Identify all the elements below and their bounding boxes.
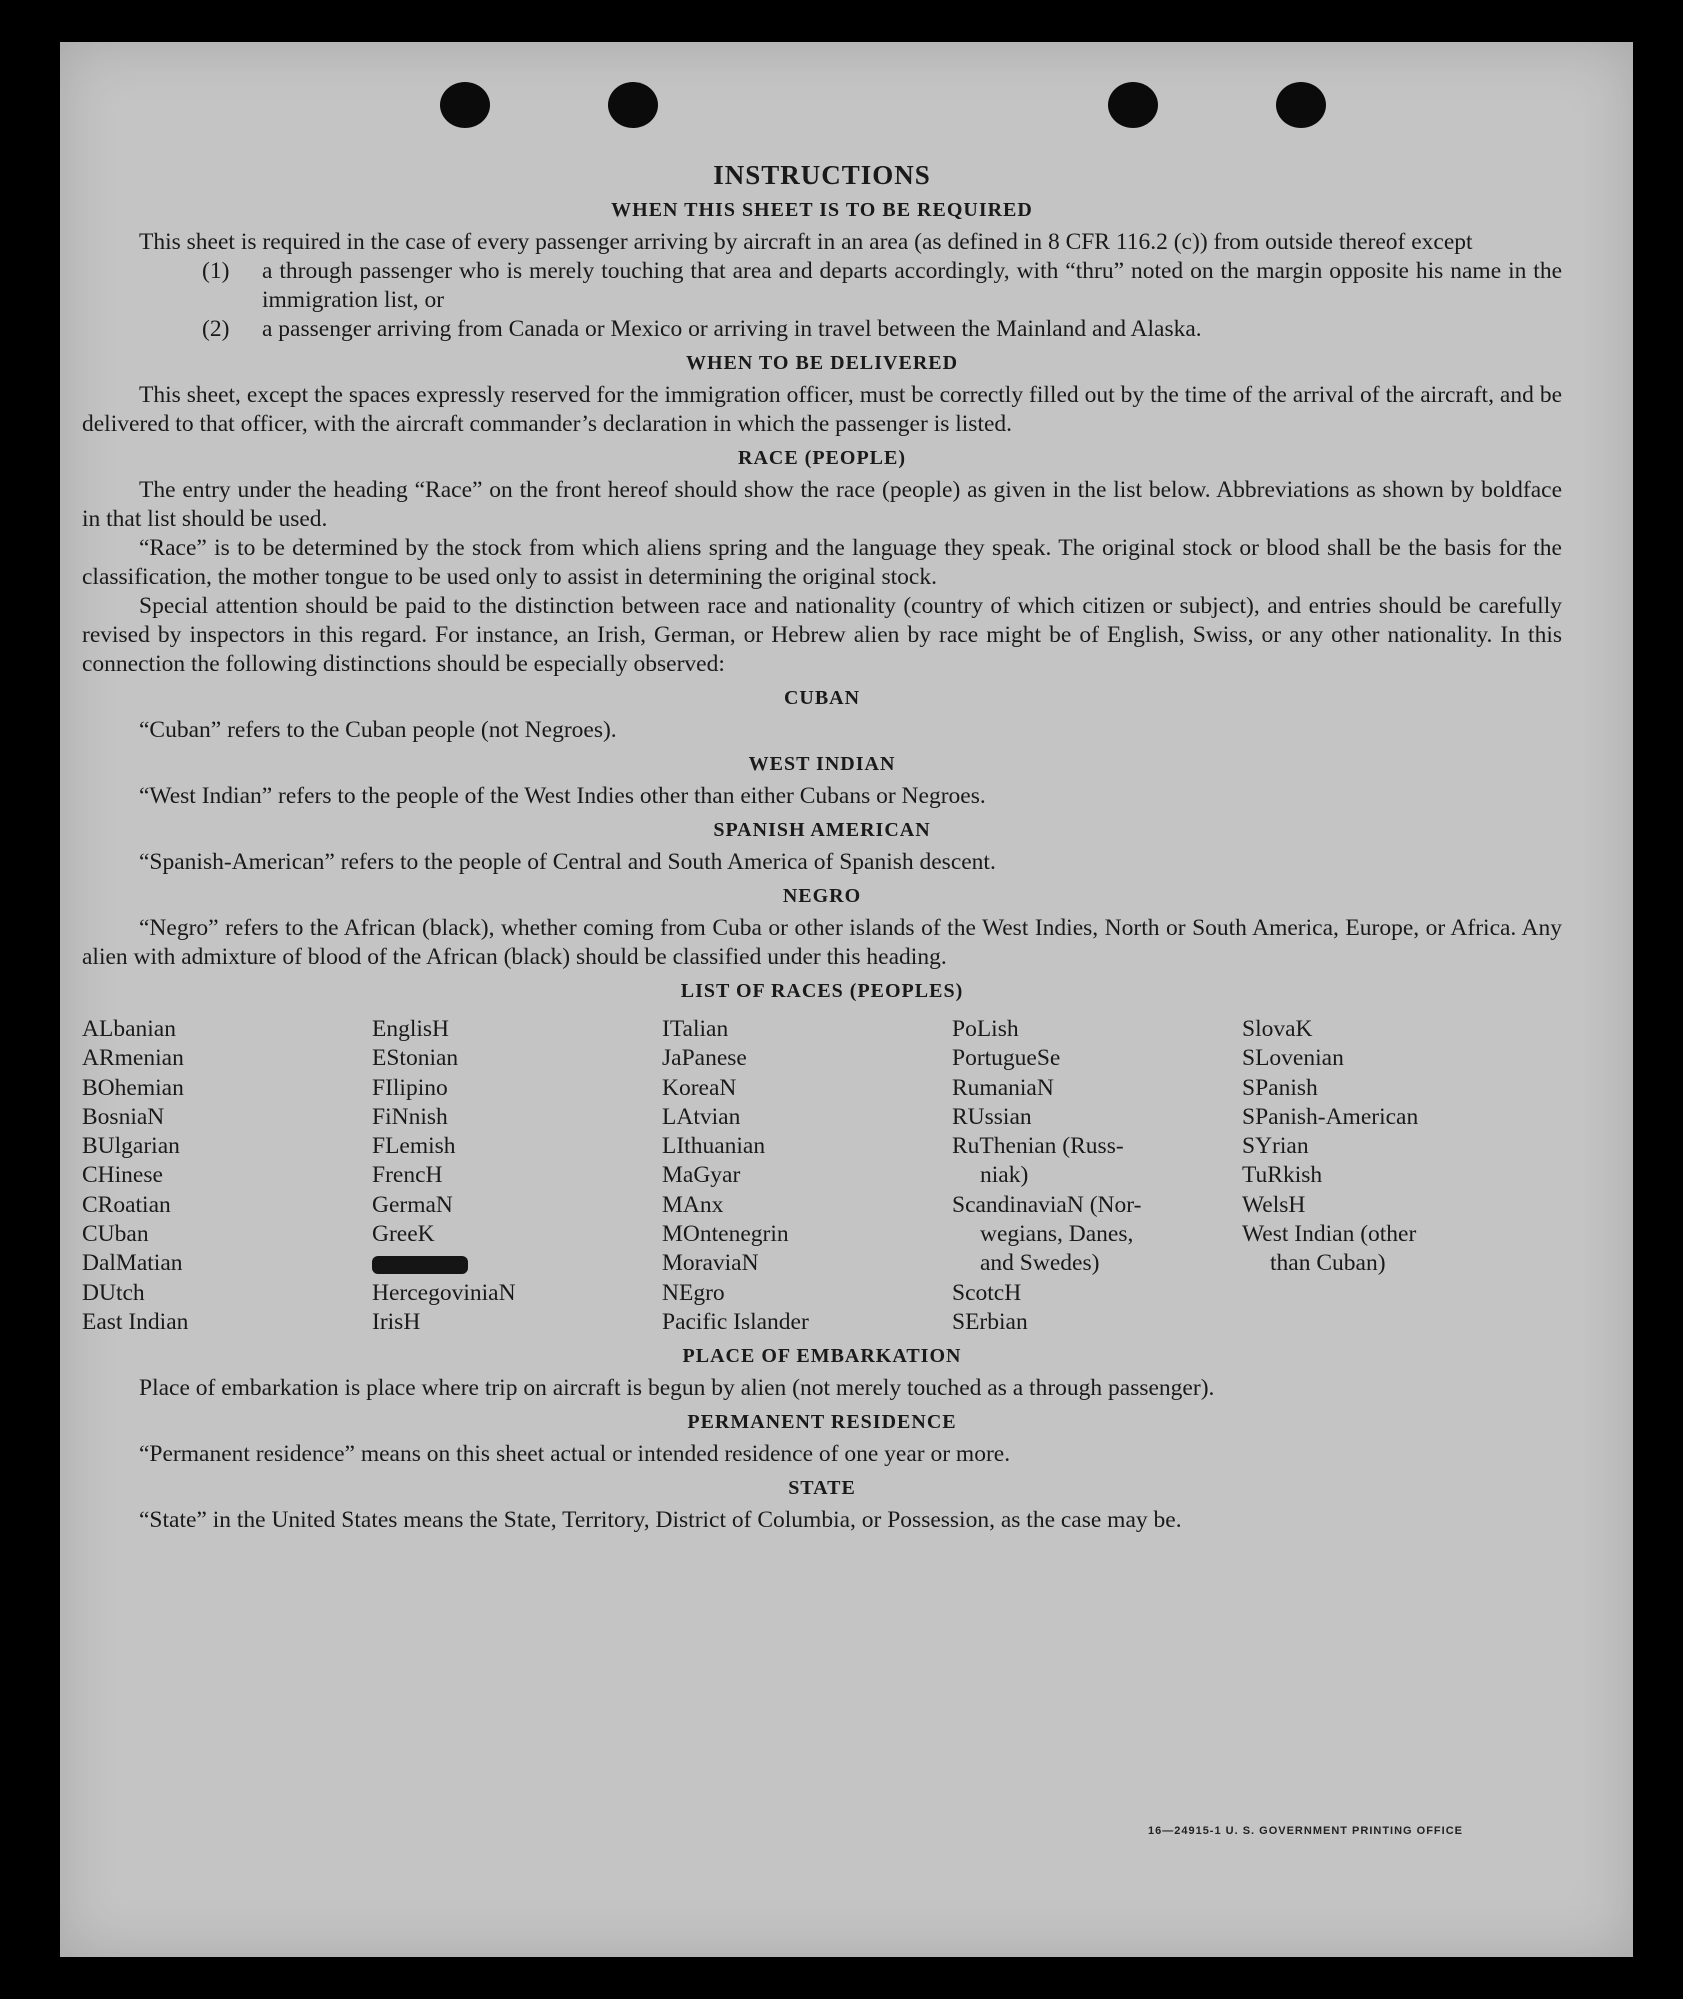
race-entry: DalMatian bbox=[82, 1250, 183, 1277]
race-entry: RumaniaN bbox=[952, 1074, 1054, 1101]
race-entry: East Indian bbox=[82, 1308, 189, 1335]
document-sheet bbox=[60, 42, 1633, 1957]
race-entry: MOntenegrin bbox=[662, 1221, 789, 1248]
item-text: a through passenger who is merely touching that area and departs accordingly, with “thru” noted on the margin opposite his name in the immigration list, or bbox=[262, 258, 1562, 313]
heading-embarkation: PLACE OF EMBARKATION bbox=[682, 1345, 962, 1368]
heading-delivered: WHEN TO BE DELIVERED bbox=[685, 352, 959, 374]
redacted-entry bbox=[372, 1249, 662, 1278]
race-entry: MaGyar bbox=[662, 1162, 741, 1189]
embarkation-text: Place of embarkation is place where trip on aircraft is begun by alien (not merely touched as a through passenger). bbox=[139, 1375, 1215, 1402]
race-entry: ALbanian bbox=[82, 1016, 176, 1042]
races-column-5 bbox=[1242, 1015, 1542, 1337]
ink-blot bbox=[372, 1256, 468, 1274]
delivered-text: This sheet, except the spaces expressly reserved for the immigration officer, must be correctly filled out by the time of the arrival of the aircraft, and be delivered to that officer, with the aircraft commander’s declaration in which the passenger is listed. bbox=[82, 382, 1562, 437]
race-entry: SPanish-American bbox=[1242, 1103, 1419, 1130]
race-entry: EnglisH bbox=[372, 1016, 450, 1042]
race-entry: LIthuanian bbox=[662, 1133, 766, 1160]
race-entry: MAnx bbox=[662, 1191, 724, 1218]
item-number: (1) bbox=[202, 258, 230, 284]
race-entry: KoreaN bbox=[662, 1074, 737, 1101]
race-entry: LAtvian bbox=[662, 1103, 741, 1130]
race-entry: niak) bbox=[980, 1162, 1029, 1189]
heading-west-indian: WEST INDIAN bbox=[748, 753, 896, 775]
item-number: (2) bbox=[202, 316, 230, 342]
heading-permanent-residence: PERMANENT RESIDENCE bbox=[687, 1411, 957, 1434]
page-title: INSTRUCTIONS bbox=[713, 160, 931, 190]
heading-negro: NEGRO bbox=[782, 885, 862, 907]
heading-state: STATE bbox=[788, 1477, 856, 1500]
race-entry: SErbian bbox=[952, 1308, 1028, 1335]
negro-text: “Negro” refers to the African (black), whether coming from Cuba or other islands of the West Indies, North or South America, Europe, or Africa. Any alien with admixture of blood of the African (black) should be classified under this heading. bbox=[82, 915, 1562, 970]
race-entry: ScotcH bbox=[952, 1279, 1022, 1306]
race-entry: Pacific Islander bbox=[662, 1308, 809, 1335]
instructions-body bbox=[82, 160, 1562, 1535]
race-entry: PortugueSe bbox=[952, 1045, 1061, 1072]
heading-list-of-races: LIST OF RACES (PEOPLES) bbox=[680, 980, 964, 1002]
heading-cuban: CUBAN bbox=[783, 687, 861, 709]
race-entry: West Indian (other bbox=[1242, 1221, 1417, 1248]
list-item bbox=[82, 257, 1562, 315]
race-entry: and Swedes) bbox=[980, 1250, 1100, 1277]
punch-hole bbox=[1276, 82, 1326, 128]
race-entry: PoLish bbox=[952, 1016, 1019, 1042]
race-entry: EStonian bbox=[372, 1045, 459, 1072]
race-entry: than Cuban) bbox=[1270, 1250, 1386, 1277]
race-entry: HercegoviniaN bbox=[372, 1279, 516, 1306]
cuban-text: “Cuban” refers to the Cuban people (not Negroes). bbox=[139, 717, 617, 743]
race-entry: NEgro bbox=[662, 1279, 725, 1306]
race-entry: CRoatian bbox=[82, 1191, 171, 1218]
heading-spanish-american: SPANISH AMERICAN bbox=[713, 819, 931, 841]
race-entry: BosniaN bbox=[82, 1103, 165, 1130]
race-paragraph-1: The entry under the heading “Race” on the front hereof should show the race (people) as given in the list below. Abbreviations as shown by boldface in that list should be used. bbox=[82, 477, 1562, 532]
races-column-2 bbox=[372, 1015, 662, 1337]
race-entry: ARmenian bbox=[82, 1045, 184, 1072]
race-entry: BOhemian bbox=[82, 1074, 184, 1101]
residence-text: “Permanent residence” means on this sheet actual or intended residence of one year or more. bbox=[139, 1441, 1011, 1468]
race-entry: IrisH bbox=[372, 1308, 421, 1335]
race-entry: FLemish bbox=[372, 1133, 456, 1160]
list-item bbox=[82, 315, 1562, 344]
spanish-american-text: “Spanish-American” refers to the people of Central and South America of Spanish descent. bbox=[139, 849, 996, 875]
races-list bbox=[82, 1015, 1562, 1337]
race-paragraph-2: “Race” is to be determined by the stock from which aliens spring and the language they speak. The original stock or blood shall be the basis for the classification, the mother tongue to be used only to assist in determining the original stock. bbox=[82, 535, 1562, 590]
race-entry: RuThenian (Russ- bbox=[952, 1133, 1124, 1160]
race-entry: SYrian bbox=[1242, 1133, 1309, 1160]
race-entry: CHinese bbox=[82, 1162, 163, 1189]
race-entry: SlovaK bbox=[1242, 1016, 1313, 1042]
race-entry: SPanish bbox=[1242, 1074, 1318, 1101]
race-entry: FIlipino bbox=[372, 1074, 448, 1101]
race-entry: FiNnish bbox=[372, 1103, 448, 1130]
race-entry: JaPanese bbox=[662, 1045, 747, 1072]
punch-hole bbox=[608, 82, 658, 128]
race-entry: GreeK bbox=[372, 1221, 435, 1248]
race-entry: FrencH bbox=[372, 1162, 443, 1189]
heading-required: WHEN THIS SHEET IS TO BE REQUIRED bbox=[611, 199, 1033, 221]
state-text: “State” in the United States means the State, Territory, District of Columbia, or Possession, as the case may be. bbox=[139, 1507, 1182, 1534]
race-entry: ScandinaviaN (Nor- bbox=[952, 1191, 1142, 1218]
race-entry: wegians, Danes, bbox=[980, 1221, 1134, 1248]
race-entry: RUssian bbox=[952, 1103, 1032, 1130]
race-entry: SLovenian bbox=[1242, 1045, 1344, 1072]
race-paragraph-3: Special attention should be paid to the distinction between race and nationality (country of which citizen or subject), and entries should be carefully revised by inspectors in this regard. For instance, an Irish, German, or Hebrew alien by race might be of English, Swiss, or any other nationality. In this connection the following distinctions should be especially observed: bbox=[82, 593, 1562, 677]
print-code: 16—24915-1 U. S. GOVERNMENT PRINTING OFFICE bbox=[1147, 1825, 1463, 1837]
race-entry: ITalian bbox=[662, 1016, 729, 1042]
race-entry: TuRkish bbox=[1242, 1162, 1323, 1189]
races-column-1 bbox=[82, 1015, 372, 1337]
races-column-4 bbox=[952, 1015, 1242, 1337]
item-text: a passenger arriving from Canada or Mexico or arriving in travel between the Mainland and Alaska. bbox=[262, 316, 1202, 342]
west-indian-text: “West Indian” refers to the people of the West Indies other than either Cubans or Negroes. bbox=[139, 783, 986, 809]
punch-hole bbox=[1108, 82, 1158, 128]
race-entry: GermaN bbox=[372, 1191, 453, 1218]
race-entry: MoraviaN bbox=[662, 1250, 759, 1277]
race-entry: DUtch bbox=[82, 1279, 145, 1306]
race-entry: CUban bbox=[82, 1221, 149, 1248]
heading-race: RACE (PEOPLE) bbox=[738, 447, 906, 469]
races-column-3 bbox=[662, 1015, 952, 1337]
race-entry: WelsH bbox=[1242, 1191, 1306, 1218]
race-entry: BUlgarian bbox=[82, 1133, 180, 1160]
required-intro: This sheet is required in the case of every passenger arriving by aircraft in an area (as defined in 8 CFR 116.2 (c)) from outside thereof except bbox=[139, 229, 1473, 255]
punch-hole bbox=[440, 82, 490, 128]
